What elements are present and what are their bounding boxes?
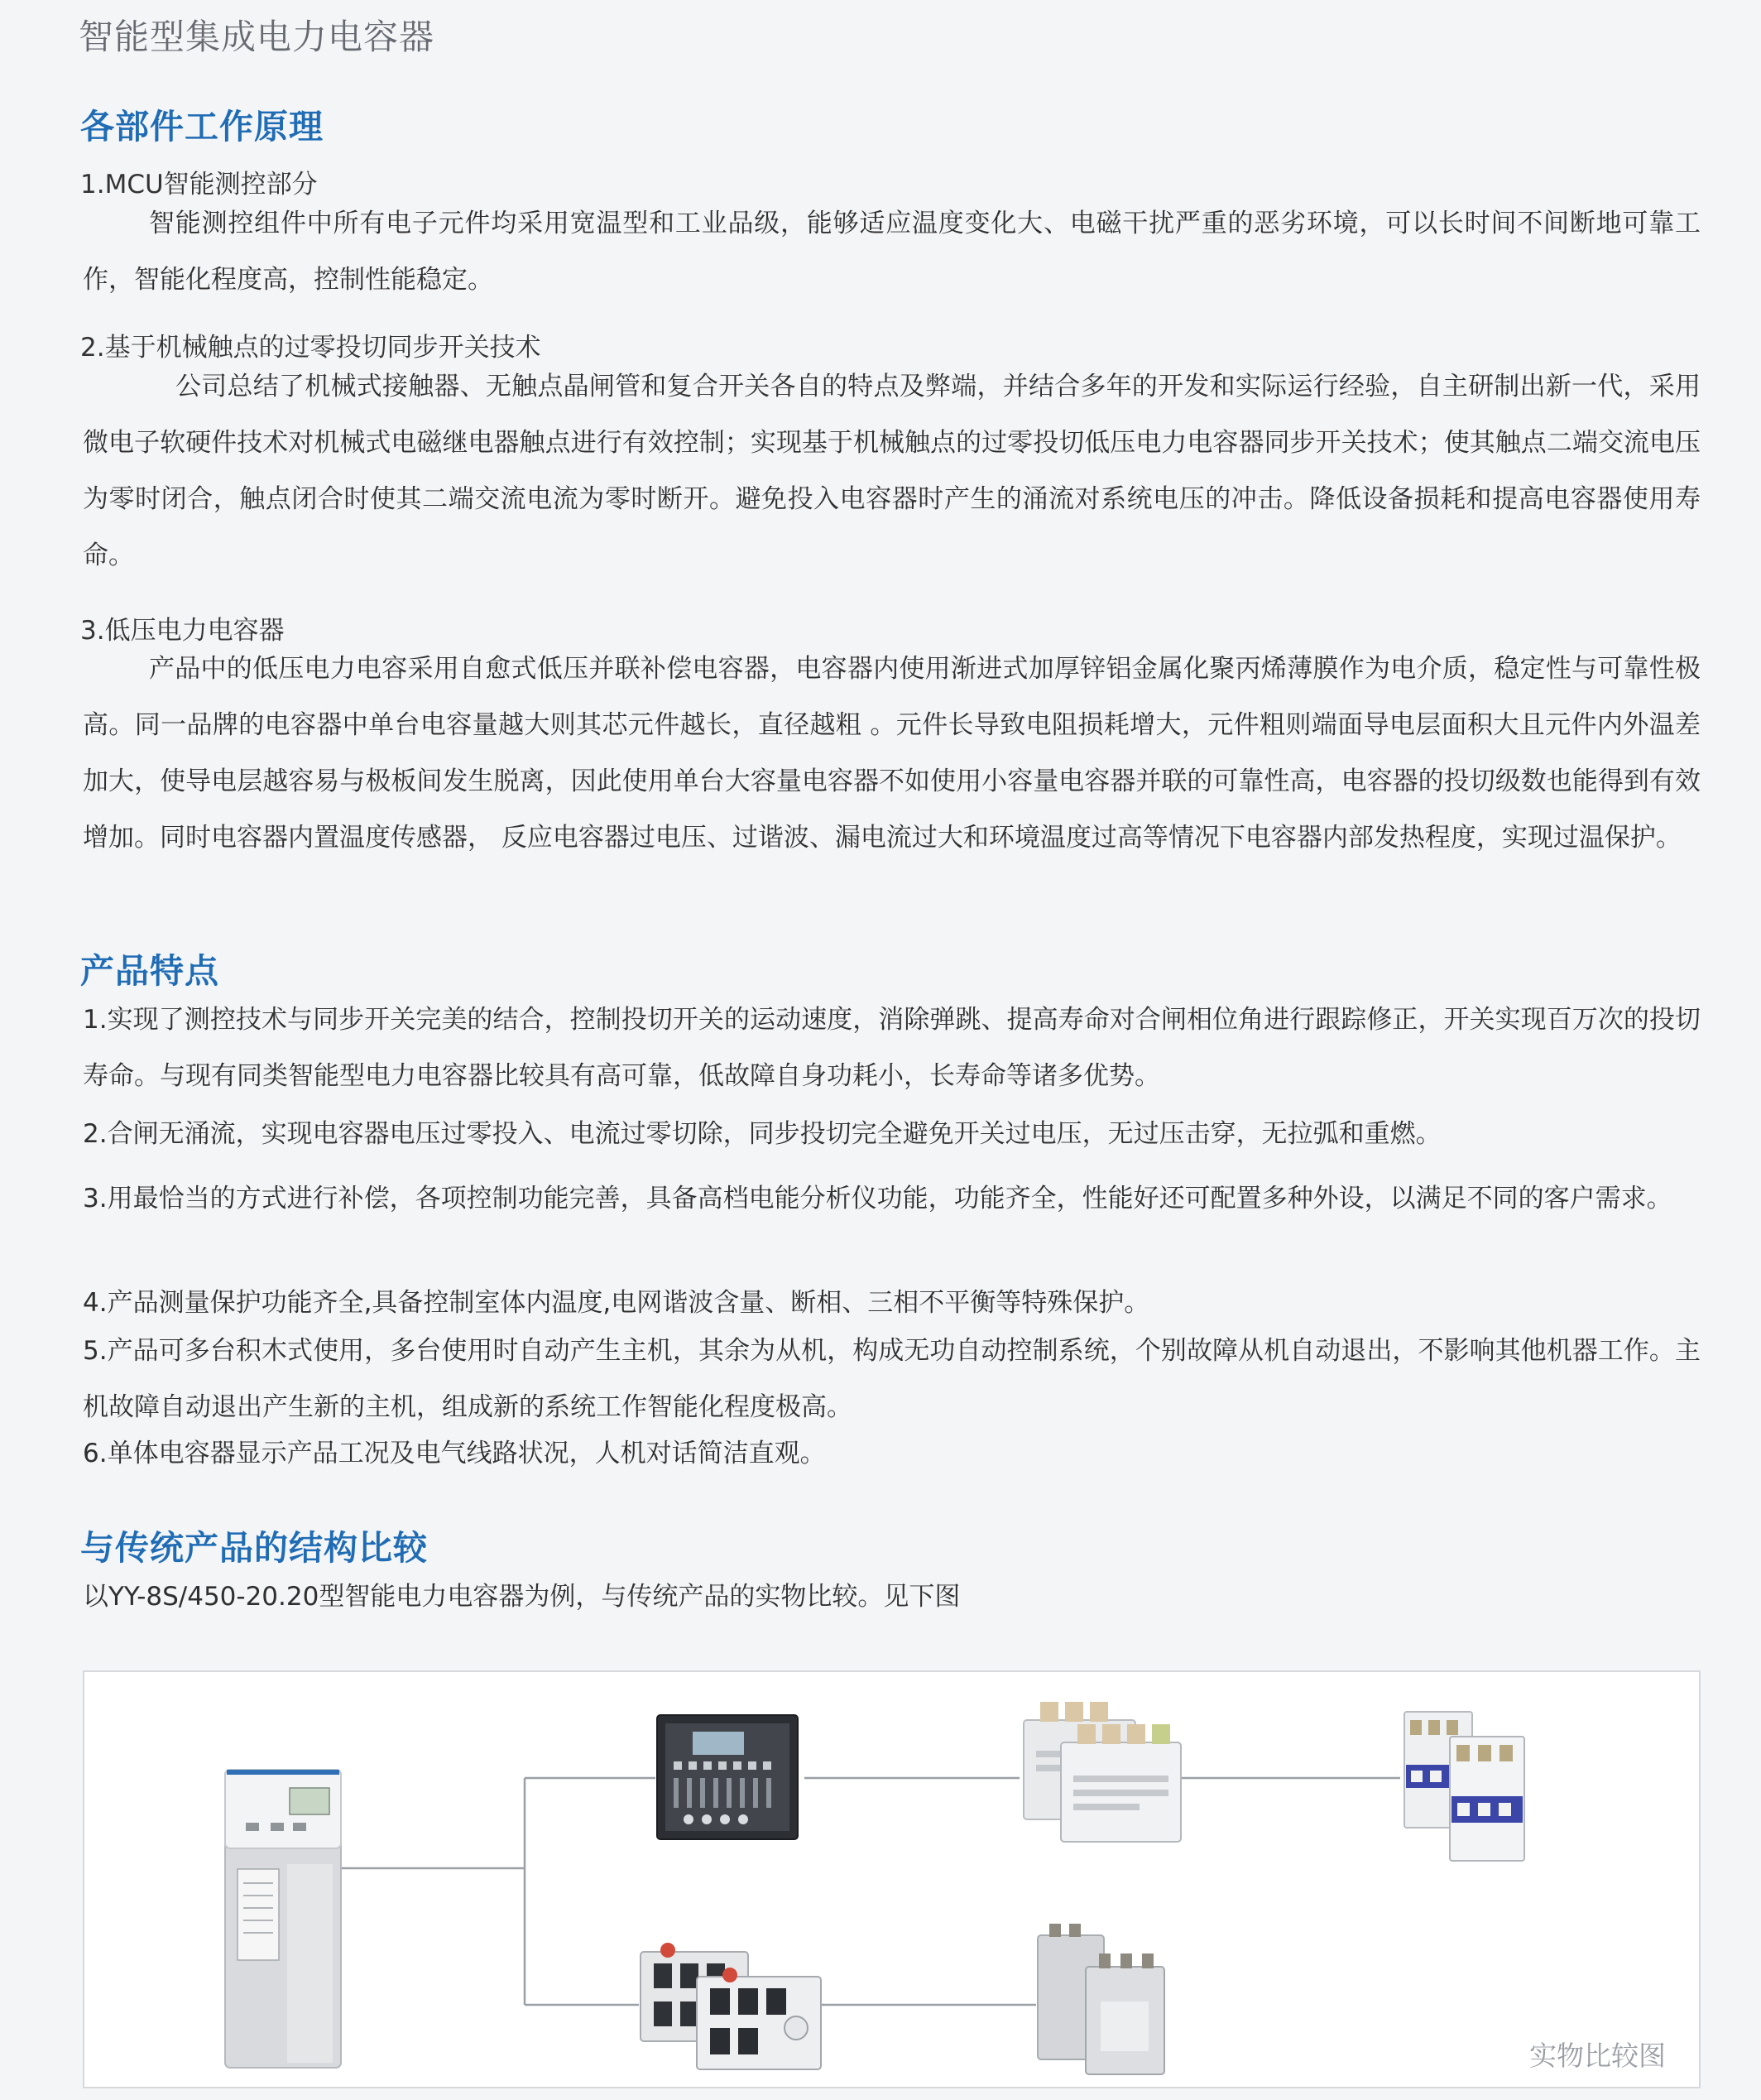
section-heading-principle: 各部件工作原理 [80,107,324,147]
principle-item-3-text: 产品中的低压电力电容采用自愈式低压并联补偿电容器，电容器内使用渐进式加厚锌铝金属化聚丙烯薄膜作为电介质，稳定性与可靠性极高。同一品牌的电容器中单台电容量越大则其芯元件越长，直径越粗 。元件长导致电阻损耗增大，元件粗则端面导电层面积大且元件内外温差加大，使导电层越容易与极板间发生脱离，因此使用单台大容量电容器不如使用小容量电容器并联的可靠性高，电容器的投切级数也能得到有效增加。同时电容器内置温度传感器， 反应电容器过电压、过谐波、漏电流过大和环境温度过高等情况下电容器内部发热程度，实现过温保护。 [83,654,1701,853]
principle-item-1-text: 智能测控组件中所有电子元件均采用宽温型和工业品级，能够适应温度变化大、电磁干扰严重的恶劣环境，可以长时间不间断地可靠工作，智能化程度高，控制性能稳定。 [83,209,1701,295]
section-heading-features: 产品特点 [80,951,219,991]
comparison-intro: 以YY-8S/450-20.20型智能电力电容器为例，与传统产品的实物比较。见下图 [83,1582,961,1612]
feature-item-6: 6.单体电容器显示产品工况及电气线路状况，人机对话简洁直观。 [83,1439,826,1468]
feature-item-3: 3.用最恰当的方式进行补偿，各项控制功能完善，具备高档电能分析仪功能，功能齐全，性能好还可配置多种外设，以满足不同的客户需求。 [83,1184,1672,1213]
section-heading-comparison: 与传统产品的结构比较 [80,1528,428,1568]
comparison-diagram [84,1672,1699,2087]
principle-item-1-title: 1.MCU智能测控部分 [80,170,318,199]
document-title: 智能型集成电力电容器 [79,17,435,57]
feature-item-4: 4.产品测量保护功能齐全,具备控制室体内温度,电网谐波含量、断相、三相不平衡等特殊保护。 [83,1288,1150,1318]
controller-image [657,1715,798,1839]
figure-caption: 实物比较图 [1529,2040,1666,2072]
feature-item-2: 2.合闸无涌流，实现电容器电压过零投入、电流过零切除，同步投切完全避免开关过电压，无过压击穿，无拉弧和重燃。 [83,1119,1442,1149]
comparison-figure [83,1670,1701,2088]
principle-item-2-title: 2.基于机械触点的过零投切同步开关技术 [80,333,541,363]
circuit-breaker-image [1404,1712,1524,1861]
switch-module-image [1024,1702,1181,1842]
traditional-capacitor-image [1038,1924,1164,2074]
connector-lines [334,1778,1400,2005]
feature-item-1: 1.实现了测控技术与同步开关完美的结合，控制投切开关的运动速度，消除弹跳、提高寿命对合闸相位角进行跟踪修正，开关实现百万次的投切寿命。与现有同类智能型电力电容器比较具有高可靠，低故障自身功耗小，长寿命等诸多优势。 [83,1005,1701,1091]
intelligent-capacitor-image [225,1770,341,2068]
principle-item-3-title: 3.低压电力电容器 [80,616,285,646]
principle-item-2-text: 公司总结了机械式接触器、无触点晶闸管和复合开关各自的特点及弊端，并结合多年的开发和实际运行经验，自主研制出新一代，采用微电子软硬件技术对机械式电磁继电器触点进行有效控制；实现基于机械触点的过零投切低压电力电容器同步开关技术；使其触点二端交流电压为零时闭合，触点闭合时使其二端交流电流为零时断开。避免投入电容器时产生的涌流对系统电压的冲击。降低设备损耗和提高电容器使用寿命。 [83,372,1701,570]
relay-contactor-image [641,1943,821,2069]
feature-item-5: 5.产品可多台积木式使用，多台使用时自动产生主机，其余为从机，构成无功自动控制系统，个别故障从机自动退出，不影响其他机器工作。主机故障自动退出产生新的主机，组成新的系统工作智能化程度极高。 [83,1336,1701,1422]
